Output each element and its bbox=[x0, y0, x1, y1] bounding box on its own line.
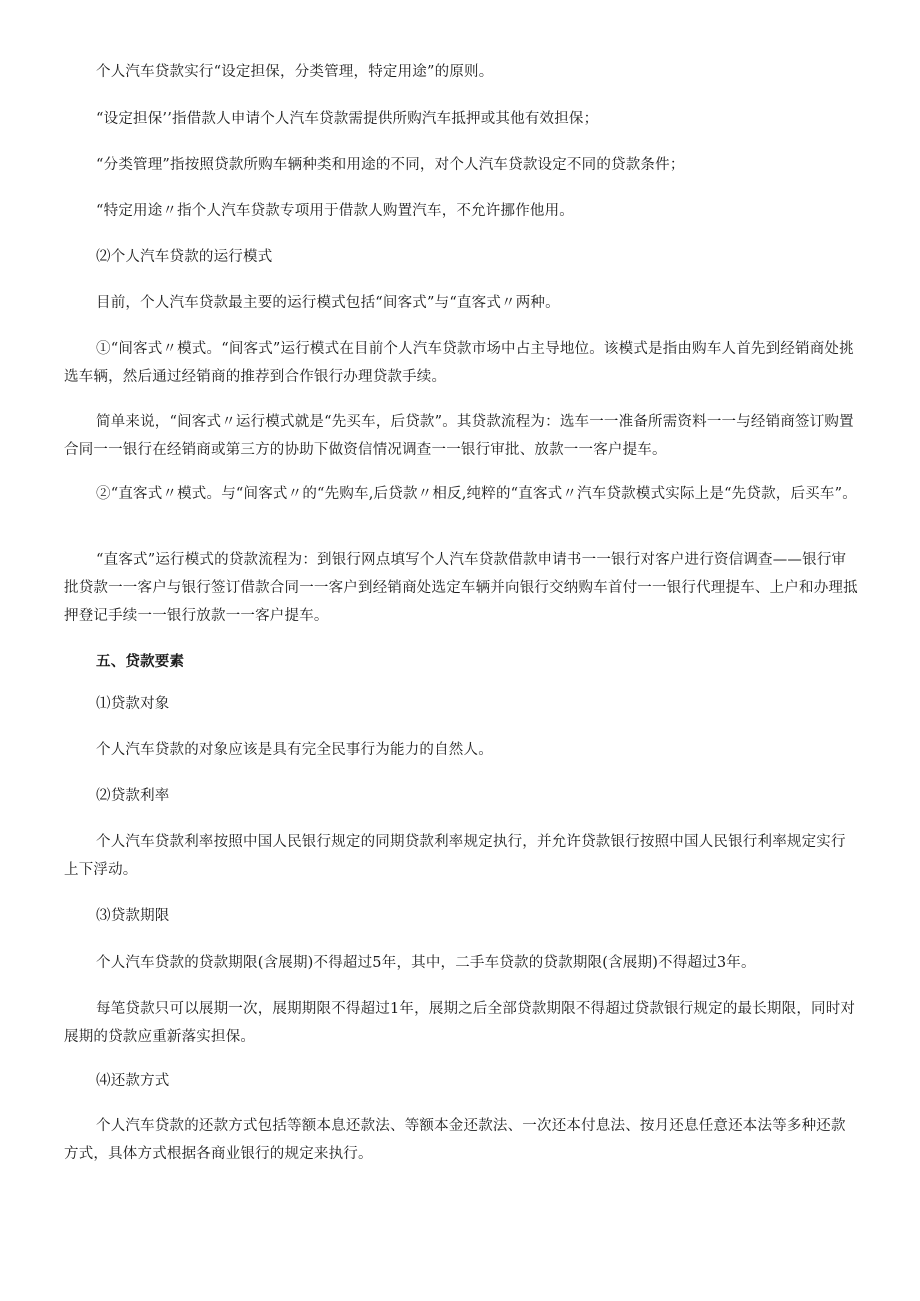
paragraph-principle: 个人汽车贷款实行“设定担保，分类管理，特定用途”的原则。 bbox=[96, 64, 494, 80]
paragraph-indirect-mode: ①“间客式〃模式。“间客式”运行模式在目前个人汽车贷款市场中占主导地位。该模式是指由购车人首先到经销商处挑选车辆，然后通过经销商的推荐到合作银行办理贷款手续。 bbox=[64, 341, 854, 385]
paragraph-loan-extension: 每笔贷款只可以展期一次，展期期限不得超过1年，展期之后全部贷款期限不得超过贷款银行规定的最长期限，同时对展期的贷款应重新落实担保。 bbox=[64, 1001, 856, 1045]
subheading-loan-term: ⑶贷款期限 bbox=[96, 908, 170, 924]
subheading-loan-target: ⑴贷款对象 bbox=[96, 696, 170, 712]
paragraph-specific-use: “特定用途〃指个人汽车贷款专项用于借款人购置汽车，不允许挪作他用。 bbox=[96, 203, 575, 219]
paragraph-loan-term: 个人汽车贷款的贷款期限(含展期)不得超过5年，其中，二手车贷款的贷款期限(含展期)不得超过3年。 bbox=[96, 955, 756, 971]
subheading-operating-mode: ⑵个人汽车贷款的运行模式 bbox=[96, 249, 273, 265]
paragraph-modes-overview: 目前，个人汽车贷款最主要的运行模式包括“间客式”与“直客式〃两种。 bbox=[96, 295, 560, 311]
subheading-loan-rate: ⑵贷款利率 bbox=[96, 788, 170, 804]
paragraph-guarantee: “设定担保’’指借款人申请个人汽车贷款需提供所购汽车抵押或其他有效担保； bbox=[96, 111, 599, 127]
paragraph-direct-process: “直客式”运行模式的贷款流程为：到银行网点填写个人汽车贷款借款申请书一一银行对客户进行资信调查——银行审批贷款一一客户与银行签订借款合同一一客户到经销商处选定车辆并向银行交纳购车首付一一银行代理提车、上户和办理抵押登记手续一一银行放款一一客户提车。 bbox=[64, 552, 858, 624]
paragraph-direct-mode: ②“直客式〃模式。与“间客式〃的“先购车,后贷款〃相反,纯粹的“直客式〃汽车贷款模式实际上是“先贷款，后买车”。 bbox=[96, 486, 857, 502]
paragraph-repayment: 个人汽车贷款的还款方式包括等额本息还款法、等额本金还款法、一次还本付息法、按月还息任意还本法等多种还款方式，具体方式根据各商业银行的规定来执行。 bbox=[64, 1118, 846, 1162]
paragraph-indirect-process: 简单来说，“间客式〃运行模式就是“先买车，后贷款”。其贷款流程为：选车一一准备所需资料一一与经销商签订购置合同一一银行在经销商或第三方的协助下做资信情况调查一一银行审批、放款一一客户提车。 bbox=[64, 414, 854, 458]
paragraph-classification: “分类管理”指按照贷款所购车辆种类和用途的不同，对个人汽车贷款设定不同的贷款条件； bbox=[96, 157, 685, 173]
paragraph-loan-target: 个人汽车贷款的对象应该是具有完全民事行为能力的自然人。 bbox=[96, 742, 493, 758]
subheading-repayment: ⑷还款方式 bbox=[96, 1073, 170, 1089]
paragraph-loan-rate: 个人汽车贷款利率按照中国人民银行规定的同期贷款利率规定执行，并允许贷款银行按照中国人民银行利率规定实行上下浮动。 bbox=[64, 834, 846, 878]
section-heading-loan-elements: 五、贷款要素 bbox=[96, 653, 185, 670]
